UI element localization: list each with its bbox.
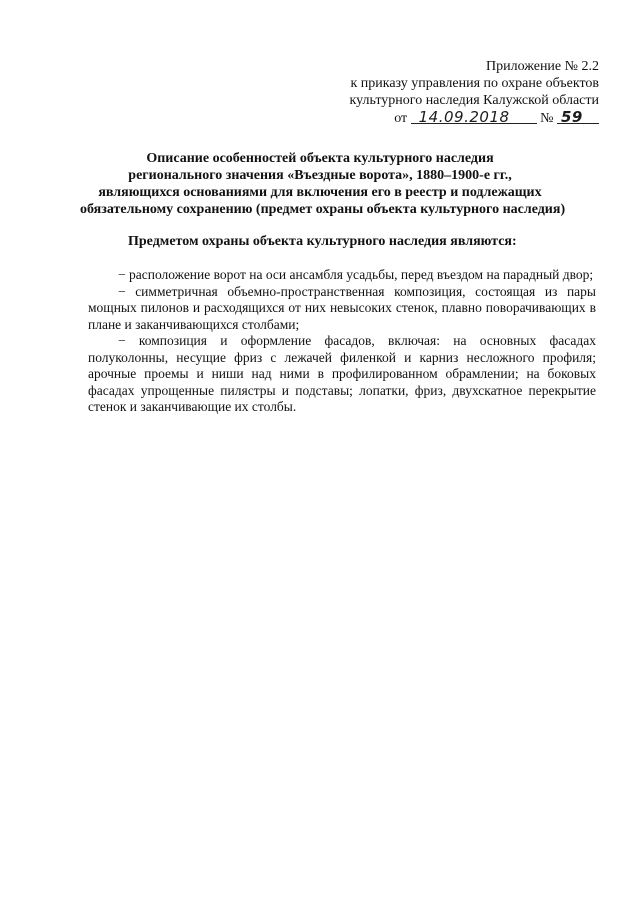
- title-line-1: Описание особенностей объекта культурного наследия: [146, 151, 494, 166]
- date-value: 14.09.2018: [418, 108, 510, 126]
- title-line-4: обязательному сохранению (предмет охраны объекта культурного наследия): [80, 202, 566, 217]
- issuing-authority: культурного наследия Калужской области: [349, 93, 599, 108]
- date-underline: [411, 123, 537, 124]
- title-line-2: регионального значения «Въездные ворота», 1880–1900-е гг.,: [128, 168, 512, 183]
- document-title: [80, 150, 566, 218]
- section-heading: Предметом охраны объекта культурного наследия являются:: [128, 234, 517, 249]
- list-item: − расположение ворот на оси ансамбля усадьбы, перед въездом на парадный двор;: [118, 267, 594, 282]
- number-value: 59: [561, 108, 583, 126]
- list-item: − композиция и оформление фасадов, включая: на основных фасадах полуколонны, несущие фриз с лежачей филенкой и карниз несложного профиля; арочные проемы и ниши над ними в профилированном обрамлении; на боковых фасадах упрощенные пилястры и подставы; лопатки, фриз, двухскатное перекрытие стенок и заканчивающие их столбы.: [88, 333, 596, 414]
- appendix-number: Приложение № 2.2: [486, 59, 599, 74]
- number-prefix: №: [540, 111, 554, 126]
- order-reference: к приказу управления по охране объектов: [350, 76, 599, 91]
- list-item: − симметричная объемно-пространственная композиция, состоящая из пары мощных пилонов и расходящихся от них невысоких стенок, плавно поворачивающих в плане и заканчивающихся столбами;: [88, 283, 596, 332]
- date-prefix: от: [394, 111, 408, 126]
- title-line-3: являющихся основаниями для включения его в реестр и подлежащих: [98, 185, 542, 200]
- handwritten-number: [557, 109, 599, 126]
- appendix-header: [279, 58, 599, 127]
- number-underline: [557, 123, 599, 124]
- handwritten-date: [411, 109, 537, 126]
- protection-items-list: [88, 267, 596, 416]
- order-date-number-line: [279, 109, 599, 127]
